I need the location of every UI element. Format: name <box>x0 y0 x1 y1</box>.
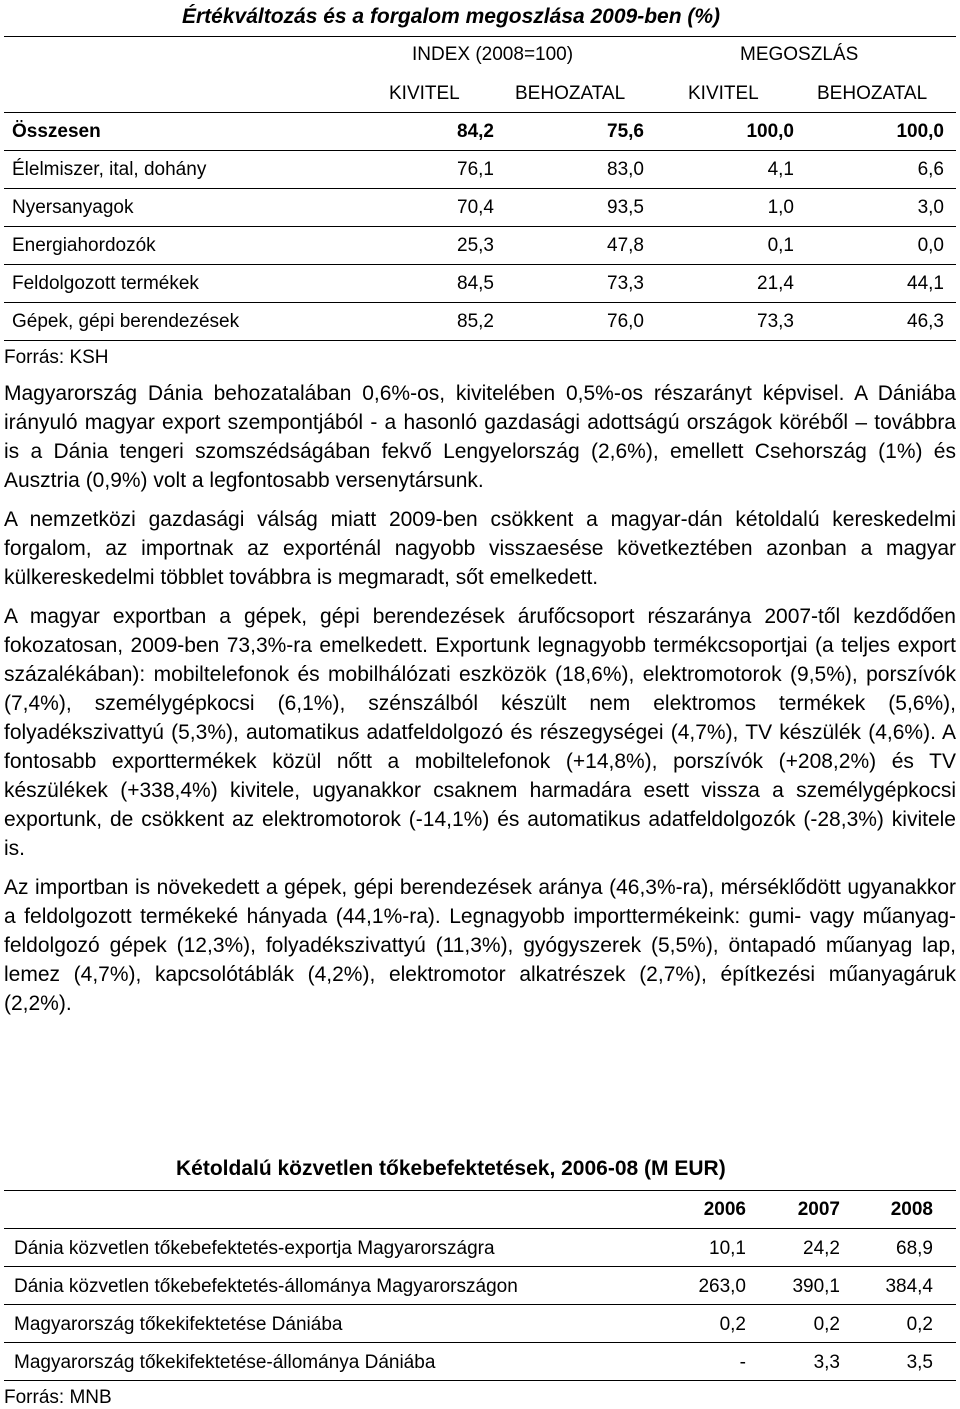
table1-subheader-kivitel-index: KIVITEL <box>389 83 460 104</box>
table1-row <box>4 150 956 188</box>
table1-group-header-megoszlas: MEGOSZLÁS <box>740 44 859 65</box>
table1-cell: 6,6 <box>917 159 944 180</box>
table1-cell: 100,0 <box>896 121 944 142</box>
paragraph: A nemzetközi gazdasági válság miatt 2009-ben csökkent a magyar-dán kétoldalú kereskedelmi forgalom, az importnak az exporténál nagyobb visszaesése következtében azonban a magyar külkereskedelmi többlet továbbra is megmaradt, sőt emelkedett. <box>4 508 956 589</box>
table1-title: Értékváltozás és a forgalom megoszlása 2009-ben (%) <box>182 5 721 28</box>
paragraph: Az importban is növekedett a gépek, gépi berendezések aránya (46,3%-ra), mérséklődött ugyanakkor a feldolgozott termékeké hányada (44,1%-ra). Legnagyobb importtermékeink: gumi- vagy műanyag-feldolgozó gépek (12,3%), folyadékszivattyú (11,3%), gyógyszerek (5,5%), öntapadó műanyag lap, lemez (4,7%), kapcsolótáblák (4,2%), elektromotor alkatrészek (2,7%), építkezési műanyagáruk (2,2%). <box>4 876 956 1015</box>
table2-cell: 0,2 <box>906 1314 933 1335</box>
table1-cell: 73,3 <box>607 273 644 294</box>
table1-cell: 25,3 <box>457 235 494 256</box>
table1-cell: 84,2 <box>457 121 494 142</box>
table1-cell: 0,0 <box>917 235 944 256</box>
table1-row <box>4 112 956 150</box>
table1-row-label: Gépek, gépi berendezések <box>12 311 240 332</box>
paragraph: A magyar exportban a gépek, gépi berendezések árufőcsoport részaránya 2007-től kezdődően fokozatosan, 2009-ben 73,3%-ra emelkedett. Exportunk legnagyobb termékcsoportjai (a teljes export százalékában): mobiltelefonok és mobilhálózati eszközök (18,6%), elektromotorok (9,5%), porszívók (7,4%), személygépkocsi (6,1%), szénszálból készült nem elektromos termékek (5,6%), folyadékszivattyú (5,3%), automatikus adatfeldolgozó és részegységei (4,7%), TV készülék (4,6%). A fontosabb exporttermékek közül nőtt a mobiltelefonok (+14,8%), porszívók (+208,2%) és TV készülékek (+338,4%) kivitele, ugyanakkor csaknem harmadára esett vissza a személygépkocsi exportunk, de csökkent az elektromotorok (-14,1%) és automatikus adatfeldolgozók (-28,3%) kivitele is. <box>4 605 956 860</box>
table2-year-header: 2008 <box>890 1199 933 1220</box>
table1-cell: 76,0 <box>607 311 644 332</box>
table2-cell: 3,3 <box>813 1352 840 1373</box>
table2-source: Forrás: MNB <box>4 1387 112 1408</box>
table2-row-label: Magyarország tőkekifektetése-állománya Dániába <box>14 1352 436 1373</box>
table2-cell: 0,2 <box>719 1314 746 1335</box>
table1-cell: 93,5 <box>607 197 644 218</box>
table1-row-label: Feldolgozott termékek <box>12 273 199 294</box>
table2-row <box>4 1229 956 1267</box>
table1-cell: 0,1 <box>767 235 794 256</box>
table2-row <box>4 1267 956 1305</box>
table1-row-label: Élelmiszer, ital, dohány <box>12 159 207 180</box>
table2-bottom-rule <box>4 1380 956 1381</box>
table2-cell: 10,1 <box>709 1238 746 1259</box>
table1-row-label: Nyersanyagok <box>12 197 134 218</box>
table2-year-header: 2006 <box>703 1199 746 1220</box>
table2-cell: - <box>739 1352 746 1373</box>
table1-row <box>4 264 956 302</box>
table1-cell: 100,0 <box>746 121 794 142</box>
table2-row <box>4 1343 956 1381</box>
table2-cell: 3,5 <box>906 1352 933 1373</box>
table1-cell: 85,2 <box>457 311 494 332</box>
table2-cell: 0,2 <box>813 1314 840 1335</box>
table1-row <box>4 188 956 226</box>
table2-cell: 68,9 <box>896 1238 933 1259</box>
table1-cell: 3,0 <box>917 197 944 218</box>
table1-bottom-rule <box>4 340 956 341</box>
table1-cell: 73,3 <box>757 311 794 332</box>
table2-cell: 24,2 <box>803 1238 840 1259</box>
table1-cell: 1,0 <box>767 197 794 218</box>
table2-cell: 263,0 <box>698 1276 746 1297</box>
table1-cell: 83,0 <box>607 159 644 180</box>
table1-cell: 44,1 <box>907 273 944 294</box>
table2-year-header: 2007 <box>797 1199 840 1220</box>
table2-cell: 390,1 <box>792 1276 840 1297</box>
table2-row-label: Dánia közvetlen tőkebefektetés-állománya Magyarországon <box>14 1276 518 1297</box>
body-text <box>4 379 956 1028</box>
table1-group-header-index: INDEX (2008=100) <box>412 44 574 65</box>
paragraph: Magyarország Dánia behozatalában 0,6%-os, kivitelében 0,5%-os részarányt képvisel. A Dániába irányuló magyar export szempontjából - a hasonló gazdasági adottságú országok köréből – továbbra is a Dánia tengeri szomszédságában fekvő Lengyelország (2,6%), emellett Csehország (1%) és Ausztria (0,9%) volt a legfontosabb versenytársunk. <box>4 382 956 492</box>
table1-cell: 21,4 <box>757 273 794 294</box>
table1-row-label: Összesen <box>12 121 101 142</box>
table1-cell: 70,4 <box>457 197 494 218</box>
table1-subheader-behozatal-megoszlas: BEHOZATAL <box>817 83 928 104</box>
table1-row <box>4 226 956 264</box>
table1-source: Forrás: KSH <box>4 347 109 368</box>
table2-title: Kétoldalú közvetlen tőkebefektetések, 2006-08 (M EUR) <box>176 1157 726 1180</box>
table2-row <box>4 1305 956 1343</box>
table1-row-label: Energiahordozók <box>12 235 156 256</box>
table2-row-label: Magyarország tőkekifektetése Dániába <box>14 1314 343 1335</box>
table1-cell: 46,3 <box>907 311 944 332</box>
table1-subheader-behozatal-index: BEHOZATAL <box>515 83 626 104</box>
table1-row <box>4 302 956 340</box>
table2-row-label: Dánia közvetlen tőkebefektetés-exportja Magyarországra <box>14 1238 495 1259</box>
table1-subheader-kivitel-megoszlas: KIVITEL <box>688 83 759 104</box>
table1-cell: 47,8 <box>607 235 644 256</box>
table2-cell: 384,4 <box>885 1276 933 1297</box>
table1-cell: 75,6 <box>607 121 644 142</box>
table1-cell: 84,5 <box>457 273 494 294</box>
table1-top-rule <box>4 36 956 37</box>
table1-cell: 76,1 <box>457 159 494 180</box>
table2-top-rule <box>4 1190 956 1191</box>
table1-cell: 4,1 <box>767 159 794 180</box>
